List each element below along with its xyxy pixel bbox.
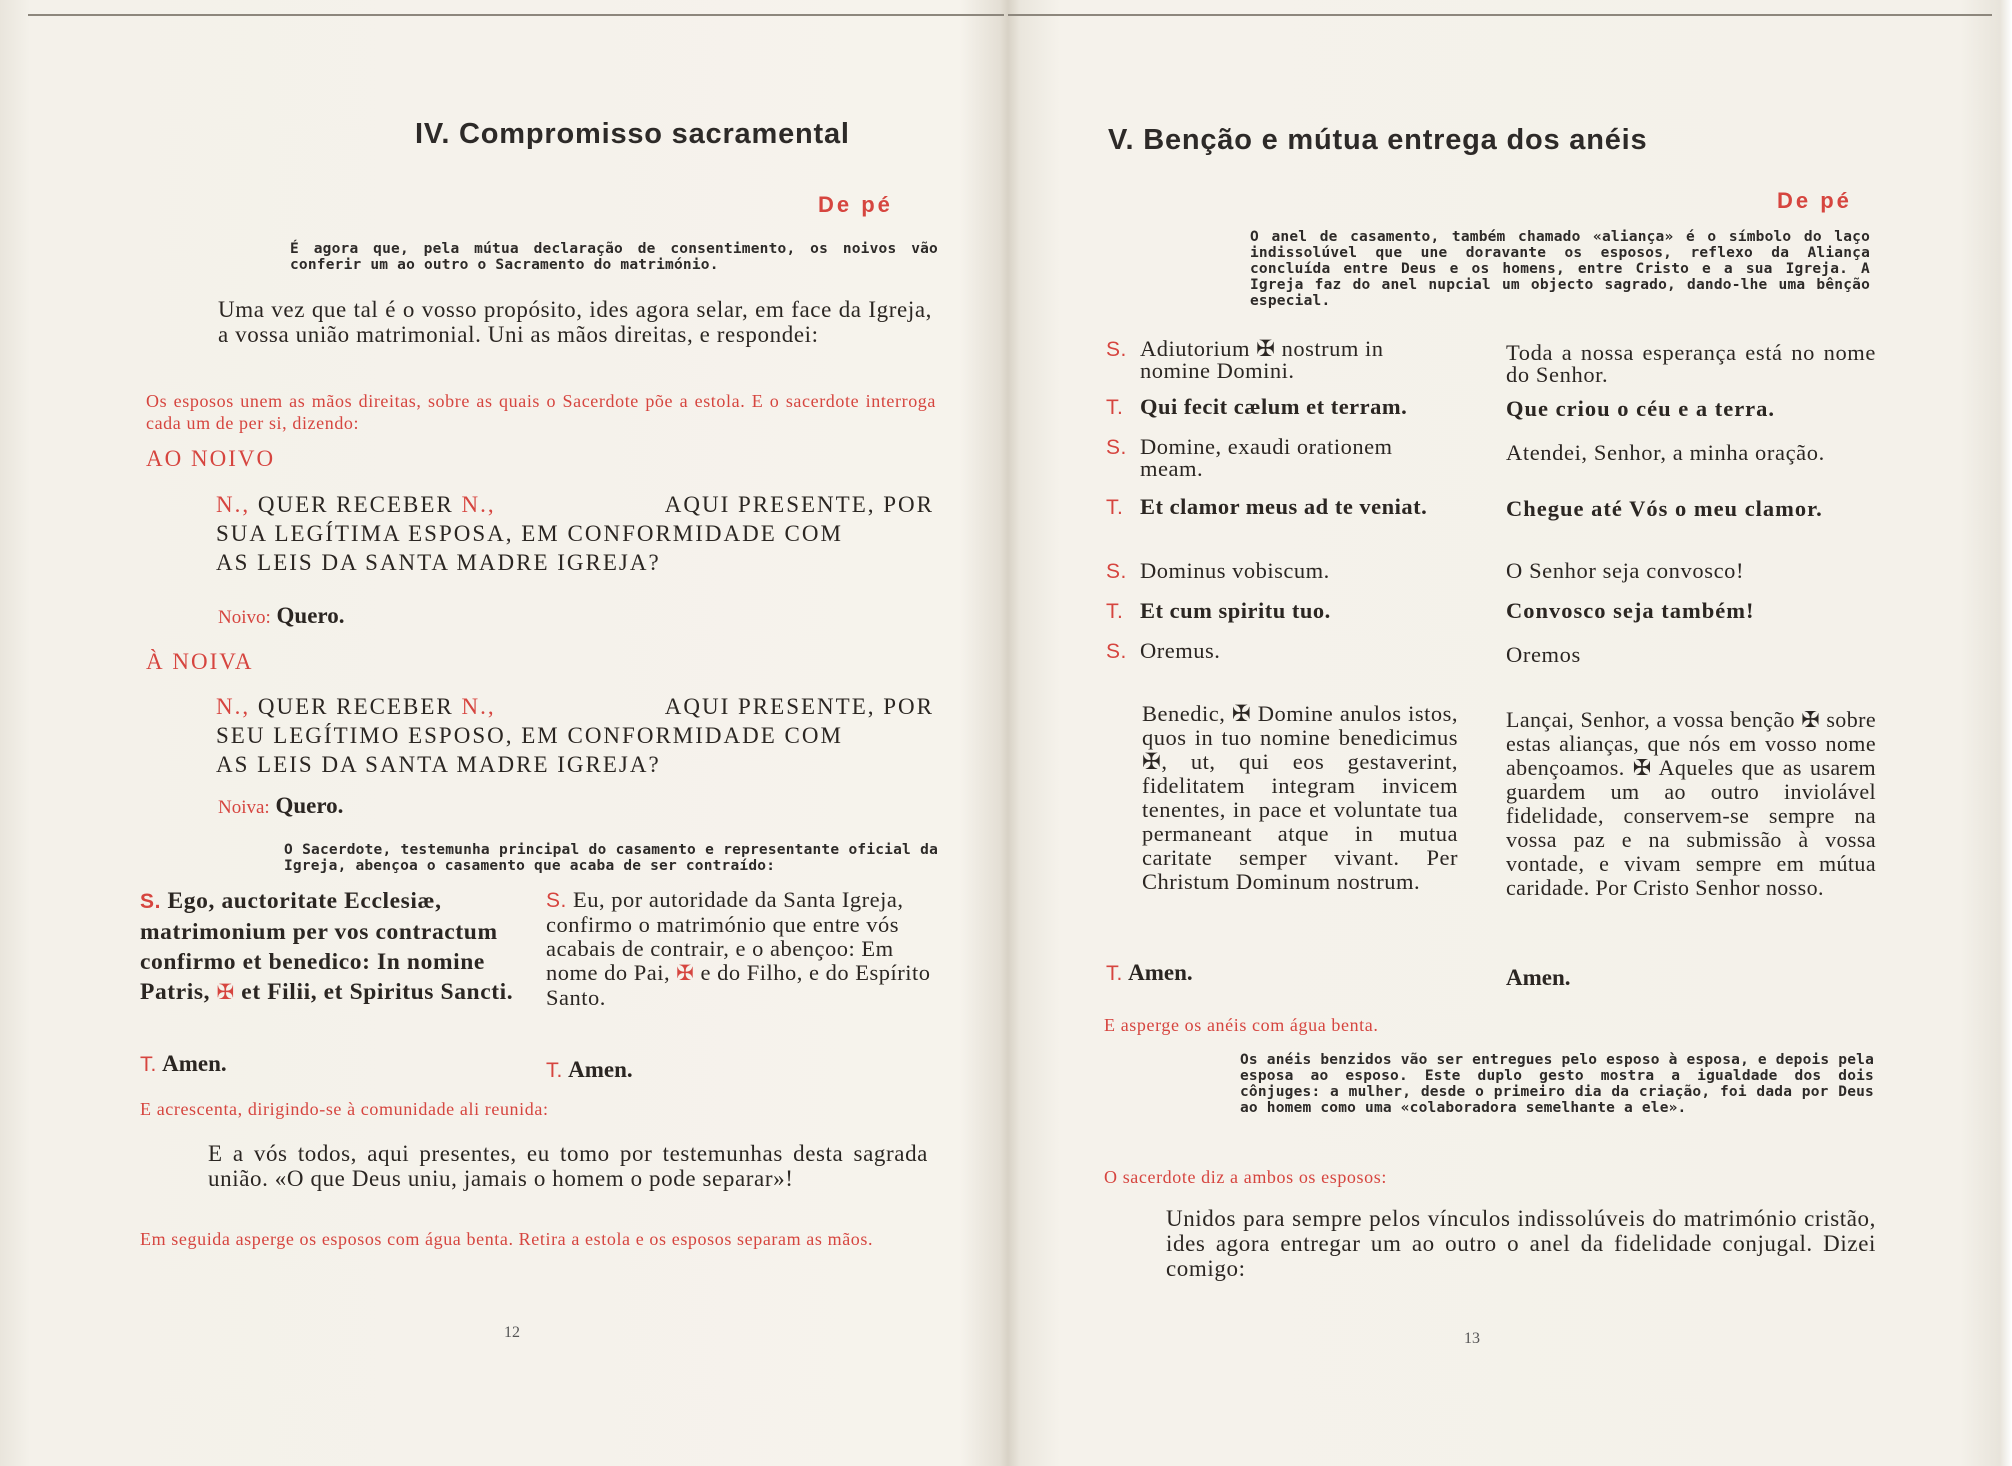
question-text: SUA LEGÍTIMA ESPOSA, EM CONFORMIDADE COM (216, 521, 843, 546)
speaker-marker: T. (1106, 396, 1124, 419)
to-groom-heading: AO NOIVO (146, 446, 276, 471)
speaker-marker: T. (140, 1053, 157, 1076)
dialogue-portuguese: Chegue até Vós o meu clamor. (1506, 496, 1823, 521)
page-number: 13 (1464, 1330, 1480, 1347)
dialogue-portuguese: O Senhor seja convosco! (1506, 558, 1745, 583)
priest-address: Unidos para sempre pelos vínculos indissolúveis do matrimónio cristão, ides agora entregar um ao outro o anel da fidelidade conjugal. Dizei comigo: (1166, 1206, 1876, 1281)
amen-text: Amen. (568, 1057, 633, 1082)
portuguese-blessing (546, 888, 936, 1010)
dialogue-latin (1106, 436, 1466, 480)
question-text: SEU LEGÍTIMO ESPOSO, EM CONFORMIDADE COM (216, 723, 843, 748)
question-text: QUER RECEBER (257, 694, 454, 719)
bride-answer: Quero. (275, 793, 344, 818)
cross-icon: ✠ (216, 981, 235, 1004)
speaker-marker: S. (1106, 436, 1127, 459)
amen-portuguese (546, 1057, 633, 1083)
dialogue-latin (1106, 338, 1466, 382)
dialogue-portuguese: Oremos (1506, 642, 1581, 667)
dialogue-latin (1106, 396, 1466, 419)
name-placeholder: N., (216, 694, 251, 719)
amen-text: Amen. (162, 1051, 227, 1076)
speaker-marker: S. (140, 890, 162, 913)
section-title-iv: IV. Compromisso sacramental (415, 118, 850, 150)
latin-text: Et cum spiritu tuo. (1140, 598, 1331, 623)
latin-text: Domine, exaudi orationem meam. (1140, 434, 1393, 481)
latin-blessing (140, 886, 538, 1008)
dialogue-latin (1106, 560, 1466, 583)
dialogue-latin (1106, 600, 1466, 623)
speaker-marker: S. (546, 889, 567, 912)
amen-text: Amen. (1128, 960, 1193, 985)
section-title-v: V. Benção e mútua entrega dos anéis (1108, 124, 1648, 156)
prayer-portuguese: Lançai, Senhor, a vossa benção ✠ sobre estas alianças, que nós em vosso nome abençoamos. ✠ Aqueles que as usarem guardem um ao outro inviolável fidelidade, conservem-se sempre na vossa paz e na submissão à vossa vontade, e vivam sempre em mútua caridade. Por Cristo Senhor nosso. (1506, 707, 1876, 900)
left-page (28, 14, 1004, 1458)
dialogue-portuguese: Convosco seja também! (1506, 598, 1755, 623)
dialogue-portuguese: Que criou o céu e a terra. (1506, 396, 1776, 421)
amen-portuguese: Amen. (1506, 965, 1571, 990)
latin-blessing-text: Ego, auctoritate Ecclesiæ, matrimonium per vos contractum confirmo et benedico: In nomine Patris, (140, 888, 498, 1005)
bride-label: Noiva: (218, 797, 270, 818)
to-bride-heading: À NOIVA (146, 649, 254, 674)
intro-rubric: É agora que, pela mútua declaração de consentimento, os noivos vão conferir um ao outro o Sacramento do matrimónio. (290, 241, 938, 273)
dialogue-portuguese: Atendei, Senhor, a minha oração. (1506, 440, 1825, 465)
page-number: 12 (504, 1324, 520, 1341)
speaker-marker: S. (1106, 338, 1127, 361)
question-text: AS LEIS DA SANTA MADRE IGREJA? (216, 752, 661, 777)
speaker-marker: T. (546, 1059, 563, 1082)
priest-address: Uma vez que tal é o vosso propósito, ides agora selar, em face da Igreja, a vossa união matrimonial. Uni as mãos direitas, e respondei: (218, 297, 932, 347)
community-address: E a vós todos, aqui presentes, eu tomo por testemunhas desta sagrada união. «O que Deus uniu, jamais o homem o pode separar»! (208, 1141, 928, 1191)
bride-answer-line (218, 793, 343, 819)
question-text: AQUI PRESENTE, POR (664, 492, 934, 517)
dialogue-latin (1106, 640, 1466, 663)
latin-text: Et clamor meus ad te veniat. (1140, 494, 1428, 519)
latin-text: Qui fecit cælum et terram. (1140, 394, 1408, 419)
groom-answer-line (218, 603, 344, 629)
latin-blessing-text: et Filii, et Spiritus Sancti. (241, 979, 514, 1005)
intro-rubric: O anel de casamento, também chamado «aliança» é o símbolo do laço indissolúvel que une doravante os esposos, reflexo da Aliança concluída entre Deus e os homens, entre Cristo e a sua Igreja. A Igreja faz do anel nupcial um objecto sagrado, dando-lhe uma bênção especial. (1250, 229, 1870, 309)
cross-icon: ✠ (676, 962, 695, 985)
dialogue-portuguese: Toda a nossa esperança está no nome do Senhor. (1506, 340, 1876, 387)
portuguese-blessing-text: e do Filho, e do Espírito Santo. (546, 960, 931, 1010)
rubric-water: E asperge os anéis com água benta. (1104, 1015, 1379, 1035)
speaker-marker: S. (1106, 560, 1127, 583)
name-placeholder: N., (216, 492, 251, 517)
rubric-community: E acrescenta, dirigindo-se à comunidade ali reunida: (140, 1099, 549, 1119)
groom-question (216, 490, 934, 577)
rubric-hands: Os esposos unem as mãos direitas, sobre as quais o Sacerdote põe a estola. E o sacerdote interroga cada um de per si, dizendo: (146, 391, 936, 433)
portuguese-blessing-text: Eu, por autoridade da Santa Igreja, confirmo o matrimónio que entre vós acabais de contrair, e o abençoo: Em nome do Pai, (546, 887, 904, 985)
prayer-latin: Benedic, ✠ Domine anulos istos, quos in tuo nomine benedicimus ✠, ut, qui eos gestaverint, fidelitatem integram invicem tenentes, in pace et voluntate tua permaneant atque in mutua caritate semper vivant. Per Christum Dominum nostrum. (1142, 701, 1458, 894)
amen-latin (140, 1051, 227, 1077)
speaker-marker: T. (1106, 496, 1124, 519)
stance-note: De pé (1777, 188, 1852, 213)
witness-rubric: O Sacerdote, testemunha principal do casamento e representante oficial da Igreja, abençoa o casamento que acaba de ser contraído: (284, 842, 938, 874)
latin-text: Oremus. (1140, 638, 1221, 663)
groom-answer: Quero. (276, 603, 345, 628)
dialogue-latin (1106, 496, 1466, 519)
rubric-both: O sacerdote diz a ambos os esposos: (1104, 1167, 1387, 1187)
speaker-marker: T. (1106, 600, 1124, 623)
bride-question (216, 692, 934, 779)
groom-label: Noivo: (218, 607, 271, 628)
speaker-marker: T. (1106, 962, 1123, 985)
speaker-marker: S. (1106, 640, 1127, 663)
name-placeholder: N., (461, 492, 496, 517)
question-text: AQUI PRESENTE, POR (664, 694, 934, 719)
rubric-end: Em seguida asperge os esposos com água benta. Retira a estola e os esposos separam as mãos. (140, 1229, 874, 1249)
question-text: AS LEIS DA SANTA MADRE IGREJA? (216, 550, 661, 575)
amen-latin (1106, 960, 1193, 986)
name-placeholder: N., (461, 694, 496, 719)
latin-text: Adiutorium ✠ nostrum in nomine Domini. (1140, 336, 1384, 383)
question-text: QUER RECEBER (257, 492, 454, 517)
latin-text: Dominus vobiscum. (1140, 558, 1330, 583)
right-page (1008, 14, 1992, 1458)
stance-note: De pé (818, 192, 893, 217)
exchange-rubric: Os anéis benzidos vão ser entregues pelo esposo à esposa, e depois pela esposa ao esposo. Este duplo gesto mostra a igualdade dos dois cônjuges: a mulher, desde o primeiro dia da criação, foi dada por Deus ao homem como uma «colaboradora semelhante a ele». (1240, 1052, 1875, 1116)
